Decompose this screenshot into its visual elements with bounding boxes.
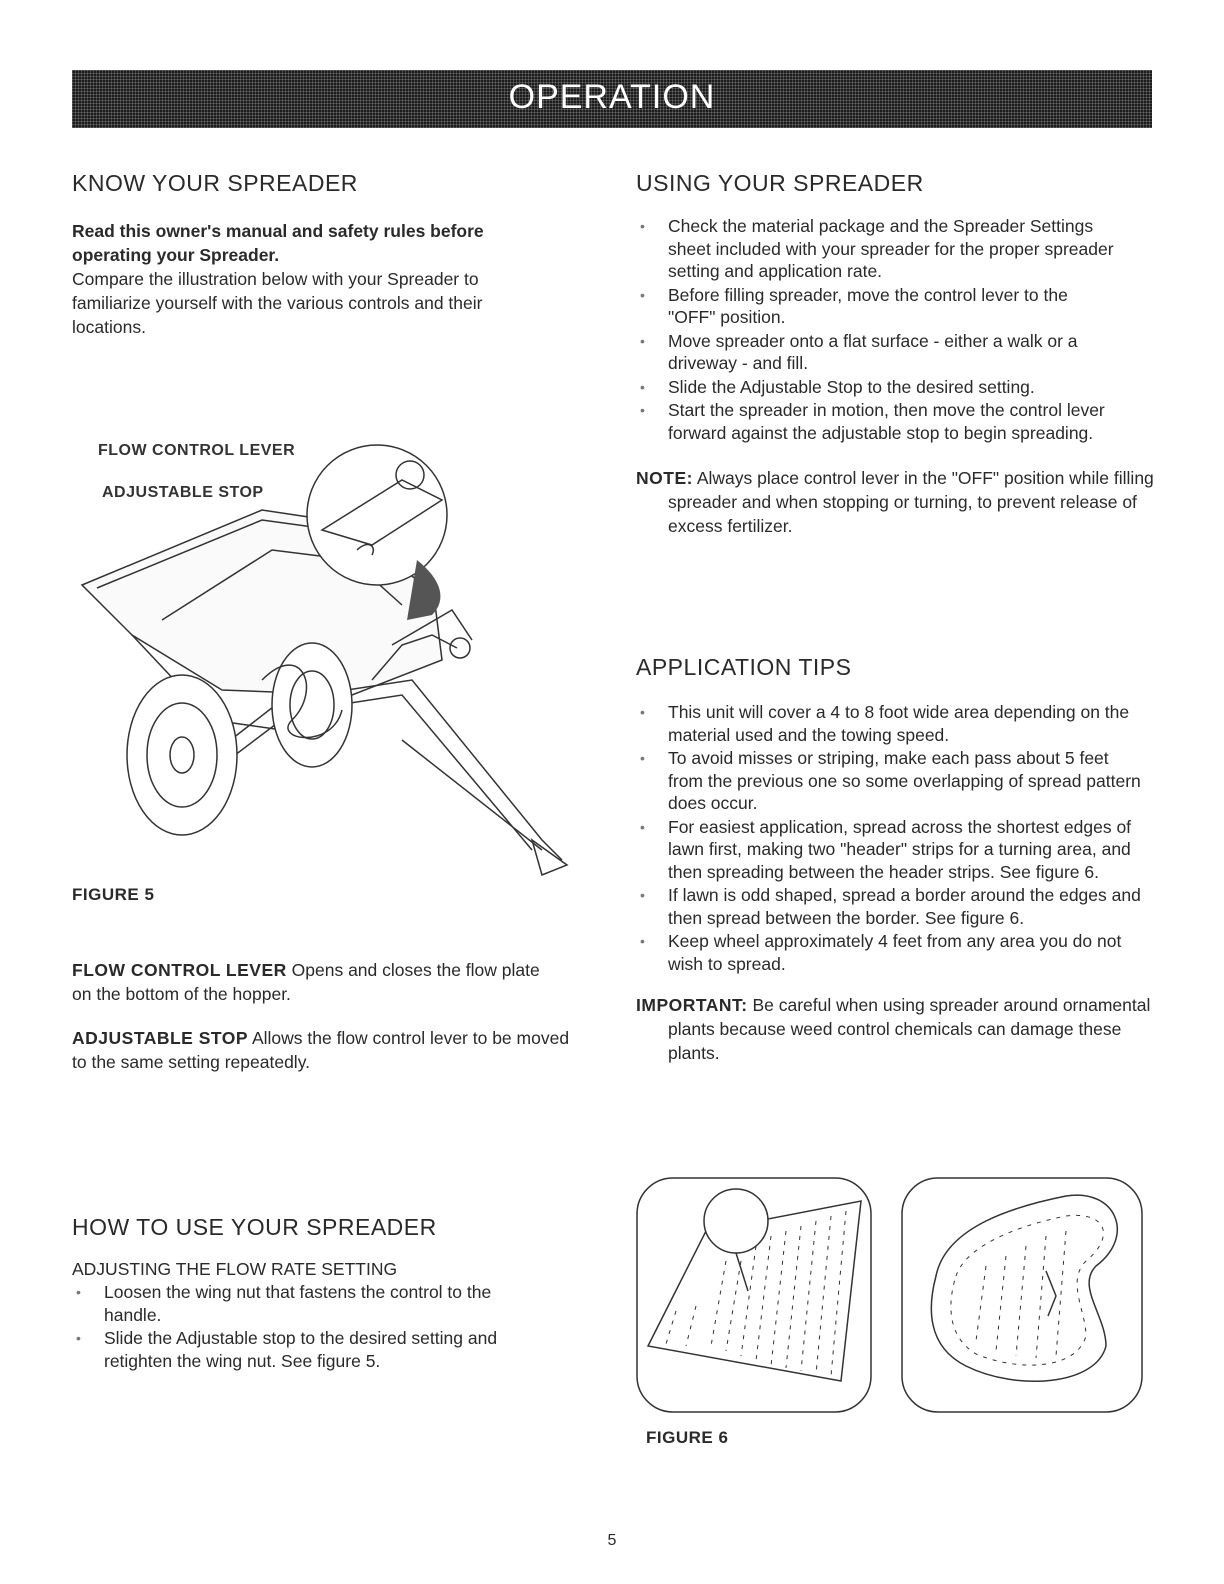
note-label: NOTE: [636, 468, 693, 488]
how-heading: HOW TO USE YOUR SPREADER [72, 1214, 437, 1240]
list-item: • Before filling spreader, move the control lever to the "OFF" position. [636, 284, 1116, 329]
list-item: • Check the material package and the Spreader Settings sheet included with your spreader for the proper spreader setting and application rate. [636, 215, 1116, 283]
know-section [72, 170, 572, 339]
important-label: IMPORTANT: [636, 995, 748, 1015]
know-intro-text: Compare the illustration below with your Spreader to familiarize yourself with the various controls and their locations. [72, 269, 483, 337]
figure-5-label: FIGURE 5 [72, 885, 155, 904]
using-list [636, 215, 1116, 444]
term-flow-control-lever: FLOW CONTROL LEVER [72, 960, 287, 980]
desc-adjustable-stop: Allows the flow control lever to be moved to the same setting repeatedly. [72, 1028, 570, 1072]
definitions [72, 958, 572, 1074]
using-note [636, 466, 1168, 538]
important-text: Be careful when using spreader around ornamental plants because weed control chemicals can damage these plants. [668, 995, 1151, 1063]
tips-heading: APPLICATION TIPS [636, 654, 852, 680]
note-text: Always place control lever in the "OFF" position while filling spreader and when stopping or turning, to prevent release of excess fertilizer. [668, 468, 1154, 536]
section-banner [72, 70, 1152, 128]
tips-section [636, 654, 1156, 1065]
figure-6-drawing [636, 1176, 1146, 1416]
know-heading: KNOW YOUR SPREADER [72, 170, 358, 196]
list-item: • If lawn is odd shaped, spread a border around the edges and then spread between the border. See figure 6. [636, 884, 1146, 929]
list-item: • Move spreader onto a flat surface - either a walk or a driveway - and fill. [636, 330, 1116, 375]
how-subheading: ADJUSTING THE FLOW RATE SETTING [72, 1259, 398, 1279]
definition-adjustable-stop [72, 1026, 572, 1074]
using-section [636, 170, 1156, 538]
how-section [72, 1214, 572, 1373]
list-item: • Slide the Adjustable stop to the desired setting and retighten the wing nut. See figure 5. [72, 1327, 552, 1372]
page-number: 5 [607, 1532, 617, 1549]
section-title: OPERATION [508, 78, 716, 116]
tips-important [636, 993, 1168, 1065]
callout-adjustable-stop: ADJUSTABLE STOP [102, 484, 264, 501]
know-intro-bold: Read this owner's manual and safety rules before operating your Spreader. [72, 221, 484, 265]
list-item: • Start the spreader in motion, then move the control lever forward against the adjustable stop to begin spreading. [636, 399, 1116, 444]
callout-flow-control-lever: FLOW CONTROL LEVER [98, 442, 296, 459]
using-heading: USING YOUR SPREADER [636, 170, 924, 196]
how-list [72, 1281, 552, 1372]
figure-6-label: FIGURE 6 [646, 1428, 729, 1447]
term-adjustable-stop: ADJUSTABLE STOP [72, 1028, 249, 1048]
figure-6-illustration [636, 1176, 1146, 1447]
desc-flow-control-lever: Opens and closes the flow plate on the bottom of the hopper. [72, 960, 540, 1004]
list-item: • Slide the Adjustable Stop to the desired setting. [636, 376, 1116, 399]
definition-flow-control-lever [72, 958, 562, 1006]
figure-5-illustration [72, 420, 592, 904]
list-item: • For easiest application, spread across the shortest edges of lawn first, making two "header" strips for a turning area, and then spreading between the header strips. See figure 6. [636, 816, 1146, 884]
list-item: • Keep wheel approximately 4 feet from any area you do not wish to spread. [636, 930, 1146, 975]
list-item: • Loosen the wing nut that fastens the control to the handle. [72, 1281, 552, 1326]
tips-list [636, 701, 1146, 975]
list-item: • To avoid misses or striping, make each pass about 5 feet from the previous one so some overlapping of spread pattern does occur. [636, 747, 1146, 815]
list-item: • This unit will cover a 4 to 8 foot wide area depending on the material used and the towing speed. [636, 701, 1146, 746]
